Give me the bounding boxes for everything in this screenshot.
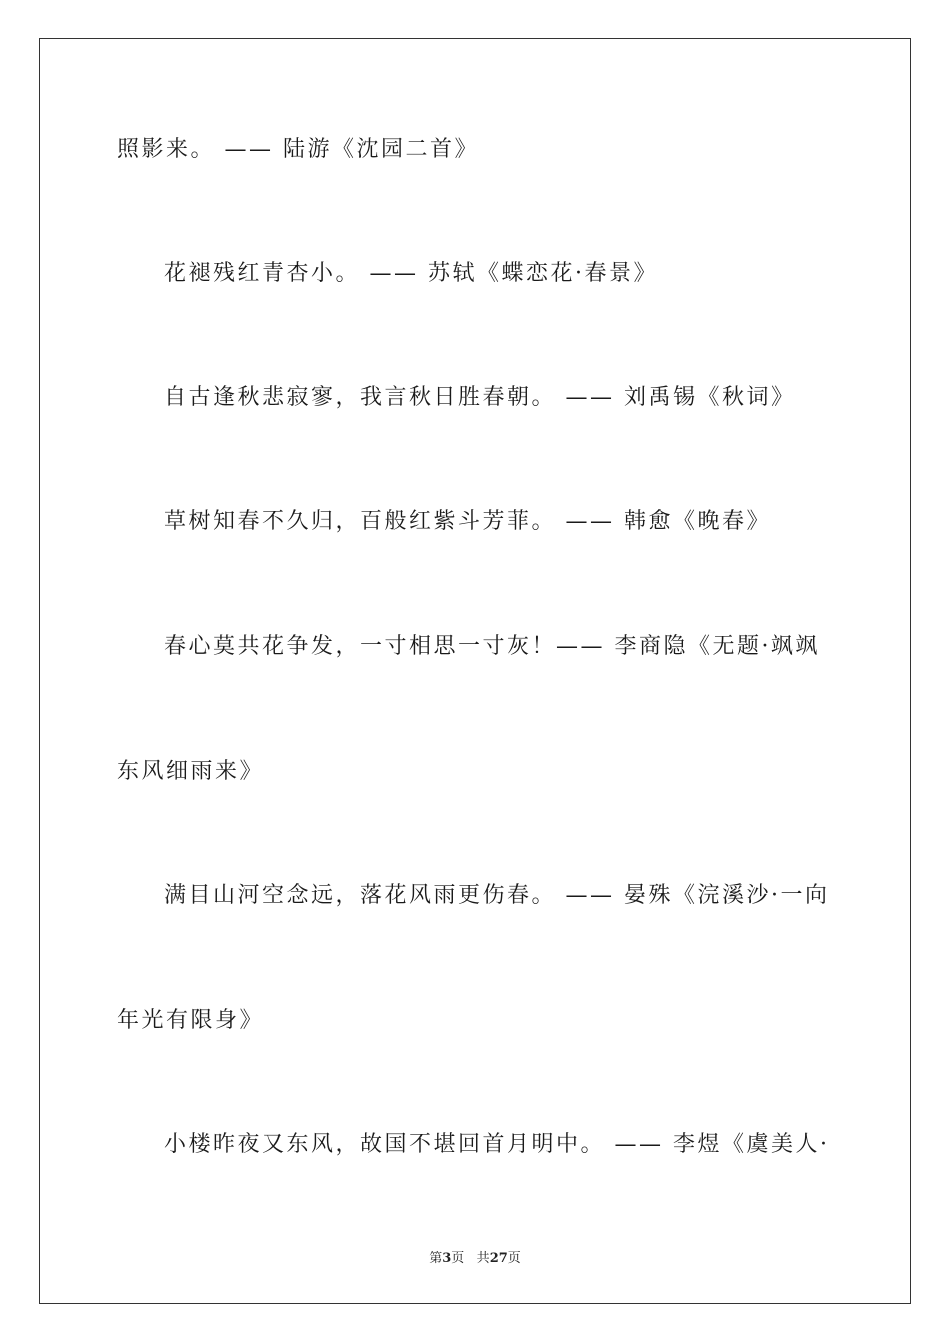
text-line-8: 年光有限身》 — [117, 1008, 265, 1033]
total-suffix: 页 — [507, 1251, 521, 1266]
text-line-4: 草树知春不久归，百般红紫斗芳菲。 —— 韩愈《晚春》 — [164, 509, 771, 534]
text-line-7: 满目山河空念远，落花风雨更伤春。 —— 晏殊《浣溪沙·一向 — [164, 883, 830, 908]
text-line-2: 花褪残红青杏小。 —— 苏轼《蝶恋花·春景》 — [164, 261, 658, 286]
text-line-6: 东风细雨来》 — [117, 759, 265, 784]
page-frame — [39, 38, 911, 1304]
text-line-1: 照影来。 —— 陆游《沈园二首》 — [117, 137, 479, 162]
text-line-5: 春心莫共花争发，一寸相思一寸灰！—— 李商隐《无题·飒飒 — [164, 634, 820, 659]
text-line-9: 小楼昨夜又东风，故国不堪回首月明中。 —— 李煜《虞美人· — [164, 1132, 830, 1157]
text-line-3: 自古逢秋悲寂寥，我言秋日胜春朝。 —— 刘禹锡《秋词》 — [164, 385, 796, 410]
total-prefix: 共 — [476, 1251, 490, 1266]
page-footer — [0, 1247, 950, 1266]
total-page-number: 27 — [489, 1251, 508, 1266]
page-prefix: 第 — [429, 1251, 443, 1266]
page-suffix: 页 — [451, 1251, 465, 1266]
current-page-number: 3 — [442, 1251, 452, 1266]
